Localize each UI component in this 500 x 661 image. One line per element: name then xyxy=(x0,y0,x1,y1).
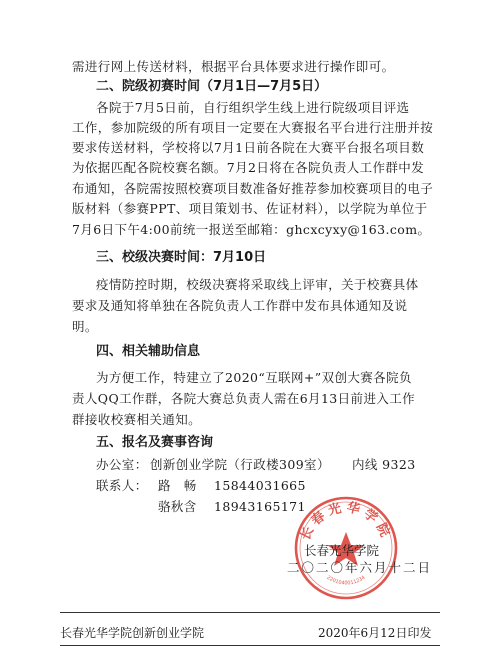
footer-issuer: 长春光华学院创新创业学院 xyxy=(60,626,205,640)
paragraph-line: 各院于7月5日前，自行组织学生线上进行院级项目评选 xyxy=(96,100,410,115)
office-value: 创新创业学院（行政楼309室） xyxy=(150,457,330,472)
section-heading-4: 四、相关辅助信息 xyxy=(96,344,201,359)
paragraph-line: 工作，参加院级的所有项目一定要在大赛报名平台进行注册并按 xyxy=(72,120,434,135)
contact-phone-1: 15844031665 xyxy=(214,478,306,493)
section-heading-5: 五、报名及赛事咨询 xyxy=(96,435,214,450)
signature-date: 二〇二〇年六月十二日 xyxy=(287,560,433,575)
contact-person-1: 路 畅 xyxy=(158,478,197,493)
office-extension: 内线 9323 xyxy=(352,457,416,472)
svg-text:2201040011234 xyxy=(325,575,366,587)
footer-issue-date: 2020年6月12日印发 xyxy=(318,626,432,640)
paragraph-line: 责人QQ工作群，各院大赛总负责人需在6月13日前进入工作 xyxy=(72,391,416,406)
contact-label: 联系人： xyxy=(96,478,148,493)
contact-phone-2: 18943165171 xyxy=(214,499,306,514)
paragraph-line: 明。 xyxy=(72,319,98,334)
seal-number: 2201040011234 xyxy=(325,574,367,587)
section-heading-3: 三、校级决赛时间：7月10日 xyxy=(96,250,267,265)
footer-top-rule xyxy=(60,612,440,613)
paragraph-line: 疫情防控时期，校级决赛将采取线上评审，关于校赛具体 xyxy=(96,277,419,292)
contact-person-2: 骆秋含 xyxy=(158,499,197,514)
signature-institution: 长春光华学院 xyxy=(304,543,380,558)
office-label: 办公室： xyxy=(96,457,148,472)
footer-bottom-rule xyxy=(60,645,440,646)
seal-text: 长春光华学院 xyxy=(298,500,394,543)
paragraph-line: 为方便工作，特建立了2020“互联网+”双创大赛各院负 xyxy=(96,370,412,385)
paragraph-line: 要求及通知将单独在各院负责人工作群中发布具体通知及说 xyxy=(72,298,408,313)
paragraph-line: 布通知，各院需按照校赛项目数准备好推荐参加校赛项目的电子 xyxy=(72,181,434,196)
paragraph-line: 群接收校赛相关通知。 xyxy=(72,412,202,427)
paragraph-line: 为依据匹配各院校赛名额。7月2日将在各院负责人工作群中发 xyxy=(72,160,425,175)
paragraph-line: 要求传送材料，学校将以7月1日前各院在大赛平台报名项目数 xyxy=(72,140,425,155)
section-heading-2: 二、院级初赛时间（7月1日—7月5日） xyxy=(96,79,328,94)
paragraph-line: 版材料（参赛PPT、项目策划书、佐证材料），以学院为单位于 xyxy=(72,201,428,216)
intro-line: 需进行网上传送材料，根据平台具体要求进行操作即可。 xyxy=(72,59,395,74)
paragraph-line: 7月6日下午4:00前统一报送至邮箱：ghcxcyxy@163.com。 xyxy=(72,222,431,237)
